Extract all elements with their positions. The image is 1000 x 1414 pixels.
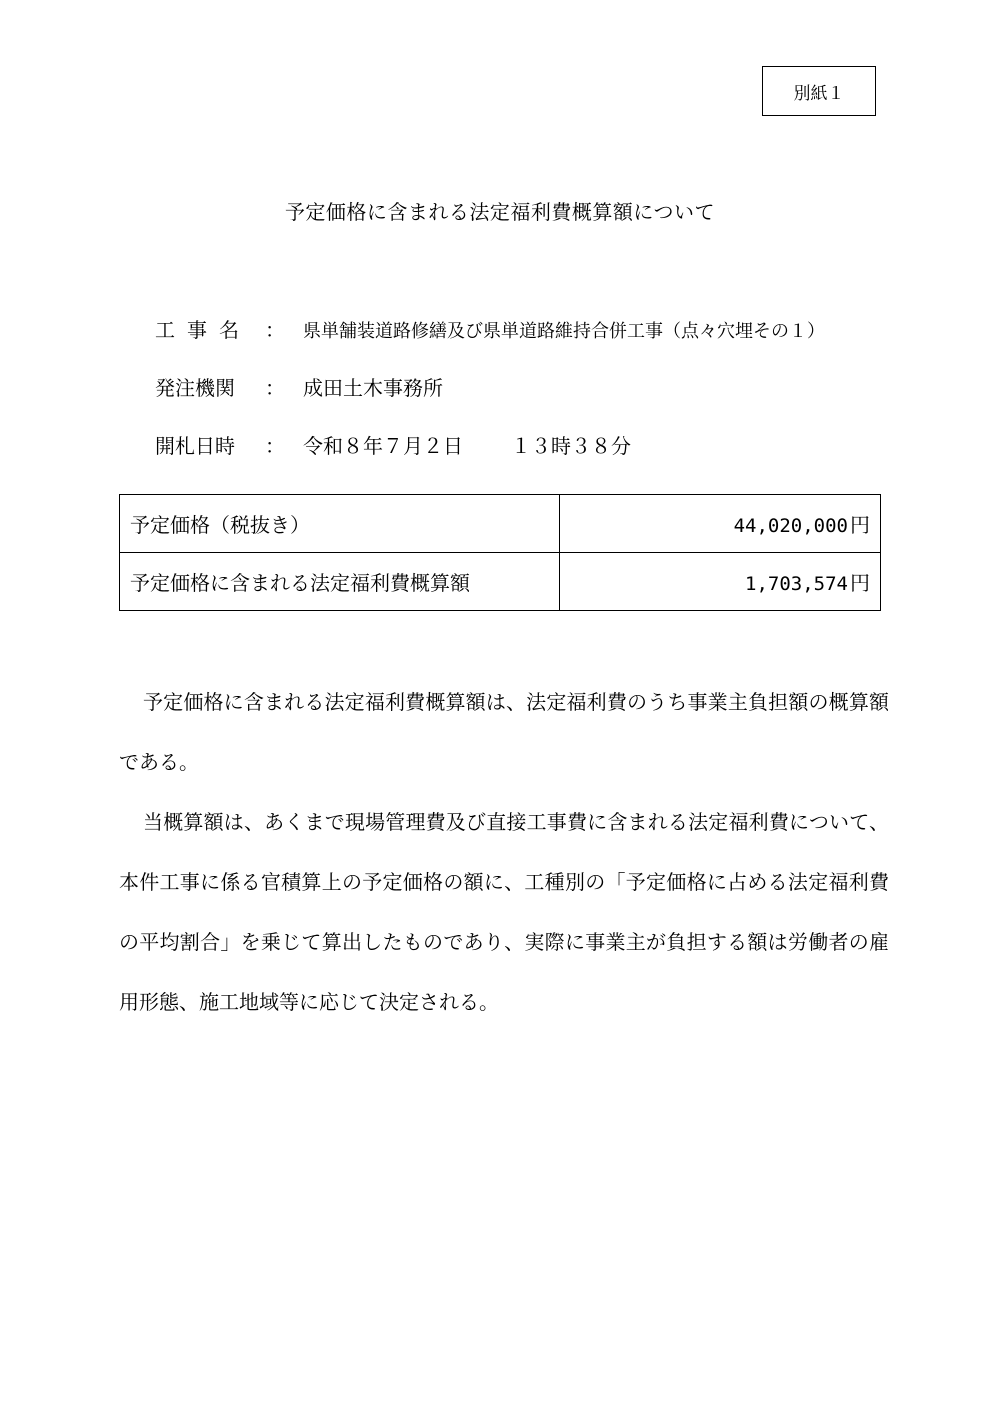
time-value: １３時３８分 [511, 434, 631, 458]
info-row-project [155, 314, 825, 343]
info-row-office [155, 372, 443, 401]
colon: ： [265, 318, 285, 342]
amount-value: 1,703,574 [745, 573, 848, 595]
amount-unit: 円 [850, 571, 870, 595]
amount-name: 予定価格（税抜き） [120, 495, 560, 553]
date-value: 令和８年７月２日 [303, 434, 463, 458]
attachment-stamp: 別紙１ [762, 66, 876, 116]
colon: ： [265, 376, 285, 400]
colon: ： [265, 434, 285, 458]
table-row [120, 553, 881, 611]
paragraph: 当概算額は、あくまで現場管理費及び直接工事費に含まれる法定福利費について、本件工事に係る官積算上の予定価格の額に、工種別の「予定価格に占める法定福利費の平均割合」を乗じて算出したものであり、実際に事業主が負担する額は労働者の雇用形態、施工地域等に応じて決定される。 [119, 810, 889, 1014]
paragraph: 予定価格に含まれる法定福利費概算額は、法定福利費のうち事業主負担額の概算額である。 [119, 690, 889, 774]
office-value: 成田土木事務所 [303, 376, 443, 400]
info-row-datetime [155, 430, 631, 459]
project-label: 工事名 [155, 318, 251, 342]
amount-name: 予定価格に含まれる法定福利費概算額 [120, 553, 560, 611]
amount-cell [560, 553, 881, 611]
office-label: 発注機関 [155, 376, 235, 400]
amount-unit: 円 [850, 513, 870, 537]
page-title: 予定価格に含まれる法定福利費概算額について [284, 200, 716, 224]
datetime-label: 開札日時 [155, 434, 235, 458]
table-row [120, 495, 881, 553]
project-value: 県単舗装道路修繕及び県単道路維持合併工事（点々穴埋その１） [303, 321, 825, 342]
amounts-table [119, 494, 881, 611]
amount-value: 44,020,000 [733, 515, 848, 537]
amount-cell [560, 495, 881, 553]
